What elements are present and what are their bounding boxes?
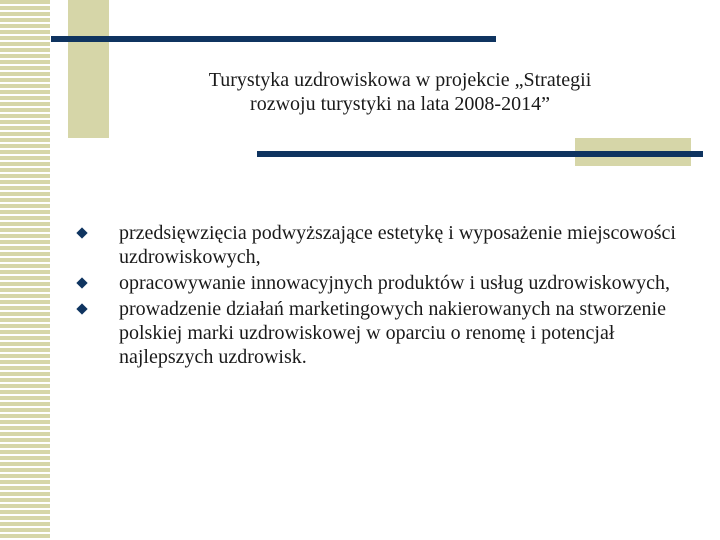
decorative-stripes xyxy=(0,0,50,540)
diamond-bullet-icon xyxy=(76,303,87,314)
slide-title xyxy=(120,68,680,116)
bullet-item xyxy=(78,297,678,369)
title-line-1: Turystyka uzdrowiskowa w projekcie „Strategii xyxy=(208,69,592,91)
bullet-text: przedsięwzięcia podwyższające estetykę i wyposażenie miejscowości uzdrowiskowych, xyxy=(119,222,676,268)
bullet-item xyxy=(78,221,678,269)
bullet-item xyxy=(78,271,678,295)
bullet-list xyxy=(78,221,678,371)
top-divider-line xyxy=(51,36,496,42)
title-underline xyxy=(257,151,703,157)
bullet-text: prowadzenie działań marketingowych nakierowanych na stworzenie polskiej marki uzdrowiskowej w oparciu o renomę i potencjał najlepszych uzdrowisk. xyxy=(119,298,666,368)
decorative-block-top xyxy=(68,0,109,138)
title-line-2: rozwoju turystyki na lata 2008-2014” xyxy=(250,93,550,115)
diamond-bullet-icon xyxy=(76,227,87,238)
diamond-bullet-icon xyxy=(76,277,87,288)
bullet-text: opracowywanie innowacyjnych produktów i usług uzdrowiskowych, xyxy=(119,272,670,294)
